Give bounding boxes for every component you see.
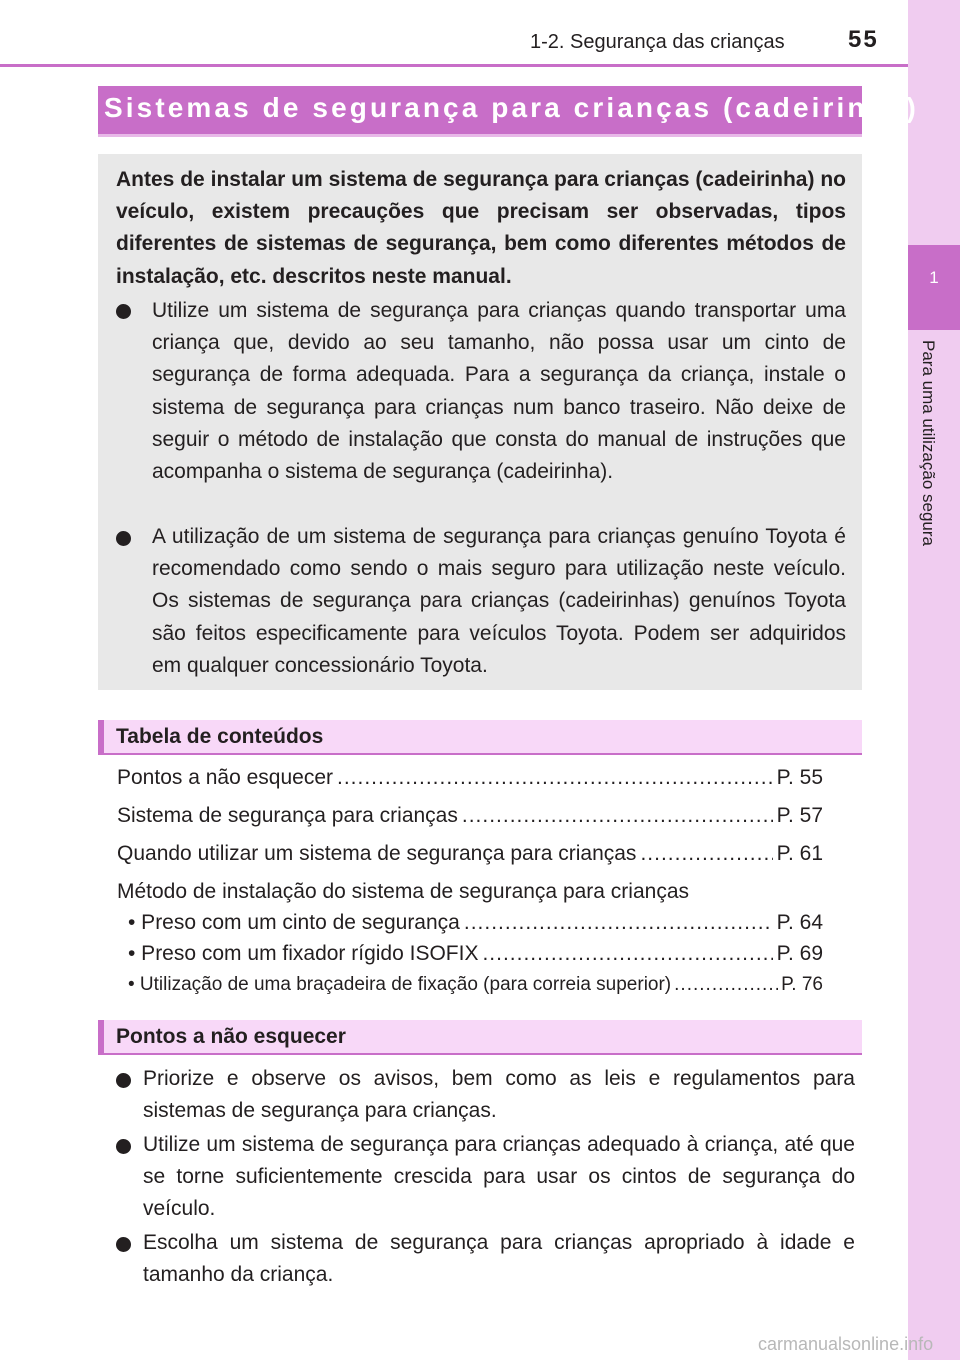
toc-page-ref: P. 57 [776, 804, 823, 827]
section-header: 1-2. Segurança das crianças [530, 31, 785, 53]
bullet-icon [116, 1139, 131, 1154]
toc-entry-text: Quando utilizar um sistema de segurança para crianças [117, 842, 637, 865]
toc-page-ref: P. 64 [776, 911, 823, 934]
toc-entry-text: Sistema de segurança para crianças [117, 804, 458, 827]
intro-bullet: Utilize um sistema de segurança para crianças quando transportar uma criança que, devido ao seu tamanho, não possa usar um cinto de segurança de forma adequada. Para a segurança da criança, instale o sistema de segurança para crianças num banco traseiro. Não deixe de seguir o método de instalação que consta do manual de instruções que acompanha o sistema de segurança (cadeirinha). [152, 299, 846, 484]
toc-entry-text: • Preso com um fixador rígido ISOFIX [128, 942, 479, 965]
points-bullet: Priorize e observe os avisos, bem como as leis e regulamentos para sistemas de segurança para crianças. [143, 1067, 855, 1123]
toc-row[interactable] [128, 911, 823, 935]
toc-row[interactable] [117, 842, 823, 866]
chapter-title: Para uma utilização segura [919, 340, 938, 547]
bullet-icon [116, 531, 131, 546]
toc-leader [462, 804, 773, 828]
side-tab-strip [908, 0, 960, 1360]
bullet-icon [116, 1237, 131, 1252]
toc-entry-text: • Preso com um cinto de segurança [128, 911, 460, 934]
page-number: 55 [848, 26, 879, 53]
toc-page-ref: P. 76 [781, 974, 823, 995]
toc-leader [482, 942, 772, 966]
title-banner [98, 86, 919, 137]
points-bullet: Utilize um sistema de segurança para crianças adequado à criança, até que se torne suficientemente crescida para usar os cintos de segurança do veículo. [143, 1133, 855, 1221]
toc-row[interactable] [117, 766, 823, 790]
toc-row[interactable] [128, 942, 823, 966]
toc-leader [337, 766, 773, 790]
toc-leader [674, 974, 778, 996]
points-heading-text: Pontos a não esquecer [116, 1025, 346, 1048]
intro-lead: Antes de instalar um sistema de segurança para crianças (cadeirinha) no veículo, existem precauções que precisam ser observadas, tipos diferentes de sistemas de segurança, bem como diferentes métodos de instalação, etc. descritos neste manual. [116, 168, 846, 288]
chapter-number: 1 [929, 268, 939, 287]
toc-heading [98, 720, 862, 755]
watermark: carmanualsonline.info [758, 1334, 934, 1354]
toc-leader [640, 842, 772, 866]
toc-page-ref: P. 55 [776, 766, 823, 789]
toc-group-title: Método de instalação do sistema de segurança para crianças [117, 880, 690, 903]
toc-heading-text: Tabela de conteúdos [116, 725, 324, 748]
toc-page-ref: P. 61 [776, 842, 823, 865]
intro-bullet: A utilização de um sistema de segurança para crianças genuíno Toyota é recomendado como sendo o mais seguro para utilização neste veículo. Os sistemas de segurança para crianças (cadeirinhas) genuínos Toyota são feitos especificamente para veículos Toyota. Podem ser adquiridos em qualquer concessionário Toyota. [152, 525, 846, 677]
header-rule [0, 64, 908, 67]
toc-leader [464, 911, 773, 935]
toc-page-ref: P. 69 [776, 942, 823, 965]
toc-row[interactable] [128, 974, 823, 996]
toc-entry-text: • Utilização de uma braçadeira de fixação (para correia superior) [128, 974, 672, 995]
points-heading [98, 1020, 862, 1055]
bullet-icon [116, 1073, 131, 1088]
toc-entry-text: Pontos a não esquecer [117, 766, 333, 789]
page-title: Sistemas de segurança para crianças (cadeirinha) [104, 92, 919, 123]
points-bullet: Escolha um sistema de segurança para crianças apropriado à idade e tamanho da criança. [143, 1231, 855, 1287]
bullet-icon [116, 304, 131, 319]
toc-row[interactable] [117, 804, 823, 828]
